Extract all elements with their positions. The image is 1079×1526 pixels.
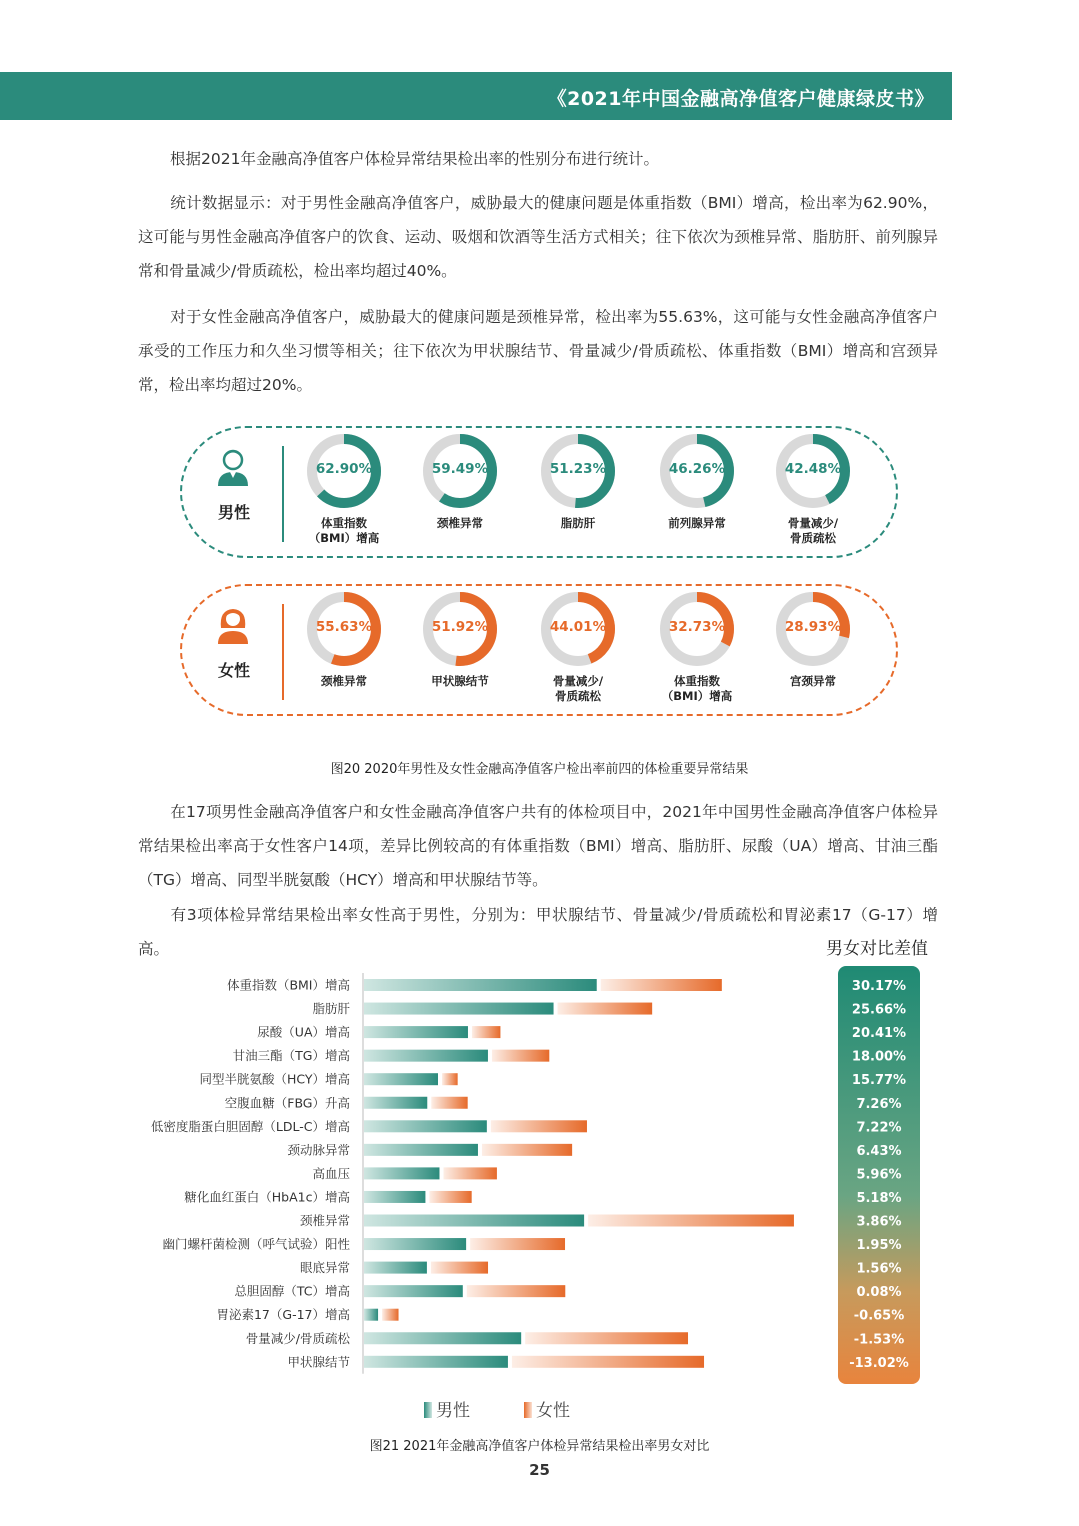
category-label-1: 体重指数（BMI）增高	[226, 977, 350, 993]
male-bar-8	[364, 1144, 478, 1156]
paragraph-1-text: 根据2021年金融高净值客户体检异常结果检出率的性别分布进行统计。	[170, 150, 659, 168]
difference-value-16: -1.53%	[853, 1332, 905, 1348]
female-bar-8	[482, 1144, 572, 1156]
male-donut-percent-1: 62.90%	[315, 461, 373, 477]
male-label: 男性	[217, 503, 250, 522]
paragraph-3-text: 对于女性金融高净值客户，威胁最大的健康问题是颈椎异常，检出率为55.63%，这可能与女性金融高净值客户承受的工作压力和久坐习惯等相关；往下依次为甲状腺结节、骨量减少/骨质疏松、体重指数（BMI）增高和宫颈异常，检出率均超过20%。	[138, 308, 938, 394]
category-label-4: 甘油三酯（TG）增高	[232, 1048, 350, 1064]
male-bar-17	[364, 1356, 508, 1368]
female-donut-percent-5: 28.93%	[784, 619, 842, 635]
male-bar-15	[364, 1309, 378, 1321]
female-donut-percent-2: 51.92%	[431, 619, 489, 635]
category-label-8: 颈动脉异常	[287, 1142, 350, 1158]
male-bar-10	[364, 1191, 425, 1203]
difference-value-11: 3.86%	[856, 1214, 902, 1230]
female-bar-6	[431, 1097, 467, 1109]
category-label-12: 幽门螺杆菌检测（呼气试验）阳性	[162, 1236, 350, 1252]
male-bar-1	[364, 979, 597, 991]
male-donut-percent-2: 59.49%	[431, 461, 489, 477]
female-bar-12	[470, 1238, 565, 1250]
paragraph-2-text: 统计数据显示：对于男性金融高净值客户，威胁最大的健康问题是体重指数（BMI）增高，检出率为62.90%，这可能与男性金融高净值客户的饮食、运动、吸烟和饮酒等生活方式相关；往下依次为颈椎异常、脂肪肝、前列腺异常和骨量减少/骨质疏松，检出率均超过40%。	[138, 194, 938, 280]
female-bar-4	[492, 1050, 549, 1062]
category-label-15: 胃泌素17（G-17）增高	[216, 1307, 350, 1323]
difference-value-10: 5.18%	[856, 1190, 902, 1206]
legend-female	[524, 1396, 570, 1421]
difference-value-7: 7.22%	[856, 1120, 902, 1136]
paragraph-4-text: 在17项男性金融高净值客户和女性金融高净值客户共有的体检项目中，2021年中国男性金融高净值客户体检异常结果检出率高于女性客户14项，差异比例较高的有体重指数（BMI）增高、脂肪肝、尿酸（UA）增高、甘油三酯（TG）增高、同型半胱氨酸（HCY）增高和甲状腺结节等。	[138, 803, 938, 889]
male-donut-percent-4: 46.26%	[668, 461, 726, 477]
male-donut-label-5: 骨量减少/ 骨质疏松	[787, 516, 839, 545]
male-donut-label-2: 颈椎异常	[437, 516, 483, 530]
legend-female-swatch	[524, 1402, 532, 1418]
category-label-14: 总胆固醇（TC）增高	[234, 1283, 350, 1299]
male-donut-label-3: 脂肪肝	[560, 516, 596, 530]
difference-value-2: 25.66%	[851, 1002, 907, 1018]
difference-value-17: -13.02%	[849, 1355, 909, 1371]
female-bar-17	[512, 1356, 704, 1368]
female-bar-13	[431, 1262, 488, 1274]
category-label-17: 甲状腺结节	[287, 1354, 350, 1370]
category-label-5: 同型半胱氨酸（HCY）增高	[199, 1071, 350, 1087]
legend-male-swatch	[424, 1402, 432, 1418]
female-bar-5	[442, 1073, 458, 1085]
female-donut-percent-3: 44.01%	[549, 619, 607, 635]
female-bar-9	[443, 1167, 496, 1179]
male-bar-5	[364, 1073, 438, 1085]
category-label-11: 颈椎异常	[299, 1213, 350, 1228]
female-donut-label-3: 骨量减少/ 骨质疏松	[552, 674, 604, 703]
male-bar-16	[364, 1332, 521, 1344]
difference-value-6: 7.26%	[856, 1096, 902, 1112]
difference-value-3: 20.41%	[851, 1026, 907, 1042]
female-bar-1	[601, 979, 722, 991]
female-bar-10	[429, 1191, 471, 1203]
difference-value-9: 5.96%	[856, 1167, 902, 1183]
difference-value-5: 15.77%	[851, 1073, 907, 1089]
male-donut-percent-5: 42.48%	[784, 461, 842, 477]
category-label-2: 脂肪肝	[312, 1001, 350, 1017]
difference-value-13: 1.56%	[856, 1261, 902, 1277]
female-bar-15	[382, 1309, 398, 1321]
figure20-caption: 图20 2020年男性及女性金融高净值客户检出率前四的体检重要异常结果	[330, 762, 749, 777]
difference-value-15: -0.65%	[853, 1308, 905, 1324]
male-bar-3	[364, 1026, 468, 1038]
difference-value-4: 18.00%	[851, 1049, 907, 1065]
female-donut-percent-1: 55.63%	[315, 619, 373, 635]
female-label: 女性	[217, 661, 250, 680]
difference-value-8: 6.43%	[856, 1143, 902, 1159]
male-bar-7	[364, 1120, 487, 1132]
male-bar-11	[364, 1215, 584, 1227]
figure21-caption: 图21 2021年金融高净值客户体检异常结果检出率男女对比	[369, 1439, 710, 1454]
category-label-7: 低密度脂蛋白胆固醇（LDL-C）增高	[150, 1118, 350, 1134]
difference-value-14: 0.08%	[856, 1285, 902, 1301]
male-donut-percent-3: 51.23%	[549, 461, 607, 477]
document-title: 《2021年中国金融高净值客户健康绿皮书》	[547, 88, 934, 110]
female-donut-label-1: 颈椎异常	[321, 674, 367, 688]
difference-title: 男女对比差值	[826, 939, 928, 959]
male-bar-12	[364, 1238, 466, 1250]
paragraph-5-text: 有3项体检异常结果检出率女性高于男性，分别为：甲状腺结节、骨量减少/骨质疏松和胃泌素17（G-17）增高。	[138, 906, 938, 958]
category-label-10: 糖化血红蛋白（HbA1c）增高	[184, 1189, 350, 1205]
category-label-6: 空腹血糖（FBG）升高	[224, 1095, 350, 1111]
female-bar-16	[525, 1332, 688, 1344]
category-label-3: 尿酸（UA）增高	[257, 1024, 350, 1040]
female-bar-11	[588, 1215, 794, 1227]
difference-value-12: 1.95%	[856, 1238, 902, 1254]
category-label-16: 骨量减少/骨质疏松	[245, 1330, 350, 1346]
legend-male-label: 男性	[436, 1401, 470, 1421]
female-bar-2	[558, 1003, 653, 1015]
male-bar-6	[364, 1097, 427, 1109]
male-bar-2	[364, 1003, 554, 1015]
legend-male	[424, 1396, 470, 1421]
page-number: 25	[529, 1461, 550, 1479]
female-bar-7	[491, 1120, 587, 1132]
female-donut-label-4: 体重指数 （BMI）增高	[661, 674, 733, 703]
female-donut-percent-4: 32.73%	[668, 619, 726, 635]
category-label-9: 高血压	[312, 1165, 350, 1181]
legend-female-label: 女性	[536, 1401, 570, 1421]
male-bar-14	[364, 1285, 463, 1297]
female-bar-3	[472, 1026, 500, 1038]
male-donut-label-1: 体重指数 （BMI）增高	[308, 516, 380, 545]
male-bar-9	[364, 1167, 439, 1179]
category-label-13: 眼底异常	[299, 1260, 350, 1276]
male-bar-4	[364, 1050, 488, 1062]
male-donut-label-4: 前列腺异常	[668, 516, 726, 530]
difference-value-1: 30.17%	[851, 979, 907, 994]
female-donut-label-2: 甲状腺结节	[431, 674, 489, 688]
female-bar-14	[467, 1285, 565, 1297]
female-donut-label-5: 宫颈异常	[790, 674, 836, 688]
male-bar-13	[364, 1262, 427, 1274]
